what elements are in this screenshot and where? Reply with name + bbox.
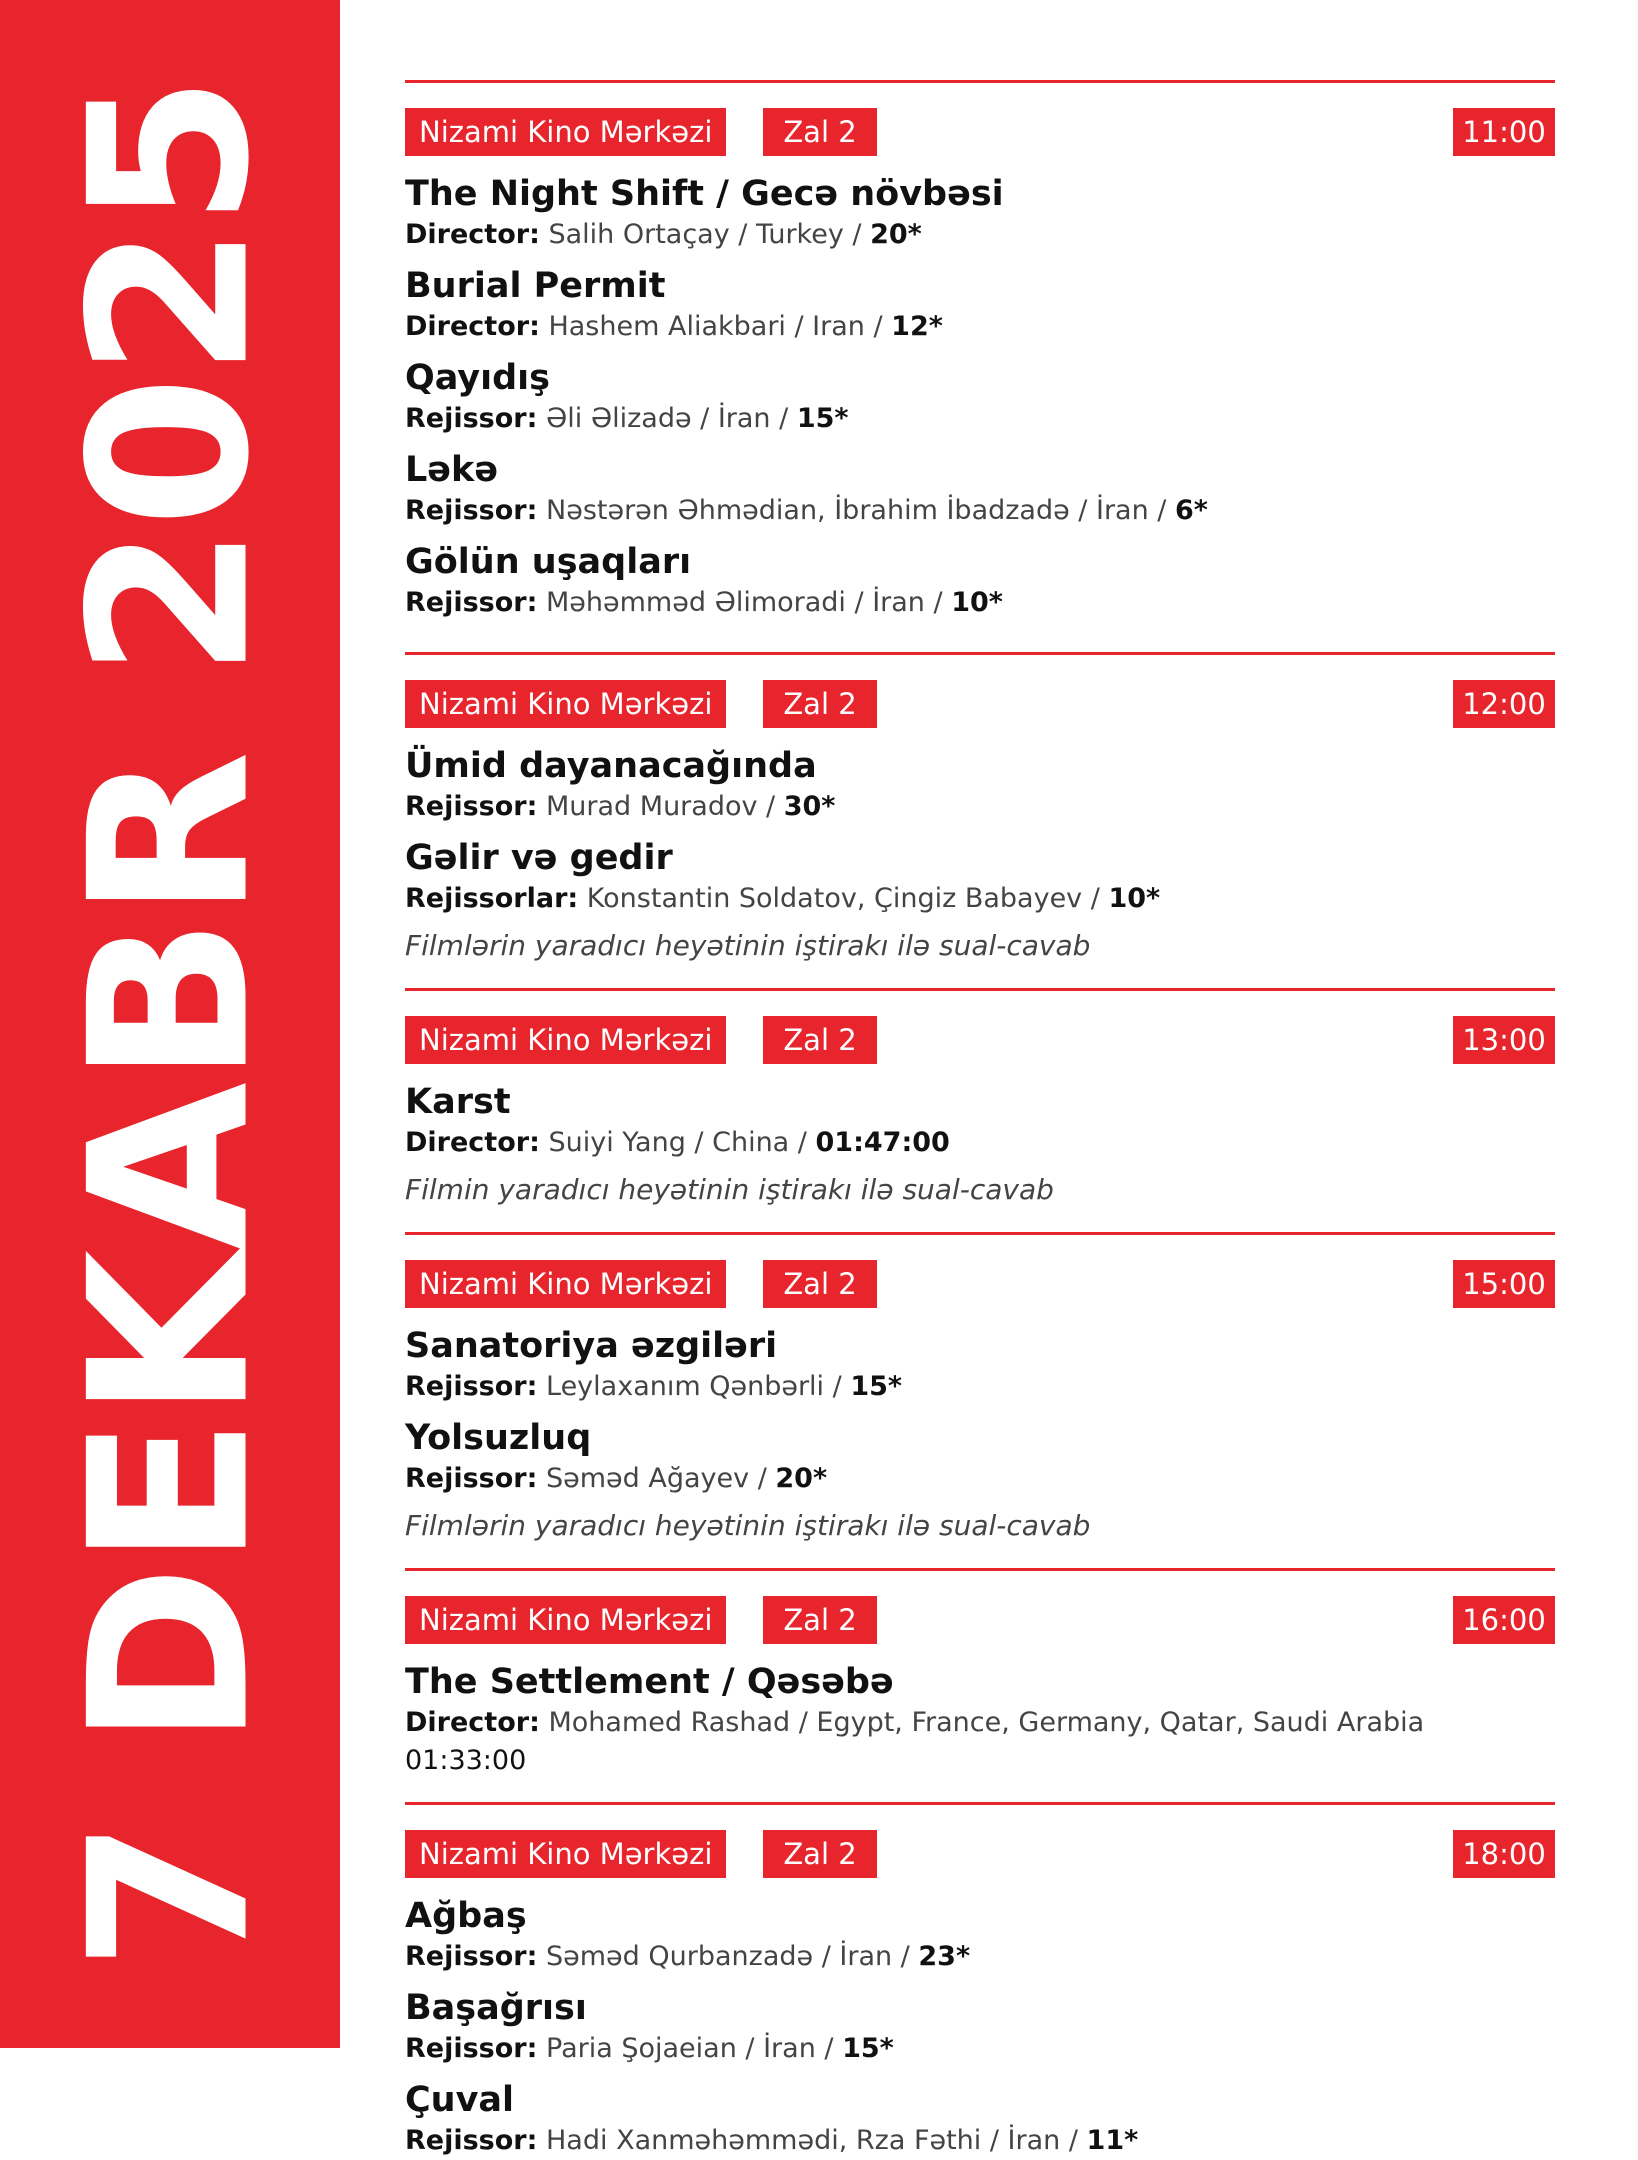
film-title: Burial Permit (405, 266, 666, 306)
credit-details: Leylaxanım Qənbərli / (537, 1371, 851, 1402)
film-title: Ləkə (405, 450, 499, 490)
film-entry (405, 1986, 1555, 2068)
hall-badge: Zal 2 (763, 680, 877, 728)
credit-details: Səməd Qurbanzadə / İran / (537, 1941, 919, 1972)
session-block (405, 80, 1555, 622)
session-header (405, 1830, 1555, 1878)
credit-details: Mohamed Rashad / Egypt, France, Germany, Qatar, Saudi Arabia (539, 1707, 1425, 1738)
film-credit (405, 1124, 1555, 1162)
session-header (405, 108, 1555, 156)
film-credit (405, 492, 1555, 530)
film-entry (405, 744, 1555, 826)
film-entry (405, 1324, 1555, 1406)
session-header (405, 1260, 1555, 1308)
film-title: The Night Shift / Gecə növbəsi (405, 174, 1004, 214)
film-entry (405, 540, 1555, 622)
film-credit (405, 1704, 1555, 1780)
session-header (405, 1016, 1555, 1064)
credit-duration: 10* (1108, 883, 1161, 914)
venue-badge: Nizami Kino Mərkəzi (405, 1830, 726, 1878)
credit-duration: 12* (891, 311, 943, 342)
film-credit (405, 788, 1555, 826)
session-header (405, 1596, 1555, 1644)
qa-note: Filmlərin yaradıcı heyətinin iştirakı ilə sual-cavab (405, 929, 1091, 962)
credit-duration: 30* (783, 791, 836, 822)
film-entry (405, 1660, 1555, 1780)
film-credit (405, 584, 1555, 622)
film-entry (405, 172, 1555, 254)
film-credit (405, 1460, 1555, 1498)
venue-badge: Nizami Kino Mərkəzi (405, 108, 726, 156)
session-header (405, 680, 1555, 728)
credit-details: Əli Əlizadə / İran / (537, 403, 797, 434)
film-credit (405, 2030, 1555, 2068)
film-title: Çuval (405, 2080, 515, 2120)
time-badge: 11:00 (1453, 108, 1555, 156)
film-title: The Settlement / Qəsəbə (405, 1662, 894, 1702)
credit-role: Rejissor: (405, 495, 538, 526)
credit-role: Director: (405, 219, 540, 250)
time-badge: 16:00 (1453, 1596, 1555, 1644)
credit-role: Rejissor: (405, 2125, 538, 2156)
time-badge: 13:00 (1453, 1016, 1555, 1064)
session-block (405, 1802, 1555, 2160)
credit-duration: 01:33:00 (405, 1745, 527, 1776)
film-title: Gəlir və gedir (405, 838, 673, 878)
time-badge: 12:00 (1453, 680, 1555, 728)
credit-duration: 15* (850, 1371, 903, 1402)
hall-badge: Zal 2 (763, 1016, 877, 1064)
film-title: Karst (405, 1082, 511, 1122)
credit-role: Director: (405, 311, 540, 342)
venue-badge: Nizami Kino Mərkəzi (405, 1016, 726, 1064)
film-credit (405, 1368, 1555, 1406)
film-title: Sanatoriya əzgiləri (405, 1326, 778, 1366)
session-block (405, 652, 1555, 966)
film-entry (405, 448, 1555, 530)
qa-note: Filmin yaradıcı heyətinin iştirakı ilə sual-cavab (405, 1173, 1054, 1206)
credit-details: Paria Şojaeian / İran / (537, 2033, 843, 2064)
film-entry (405, 1080, 1555, 1162)
session-block (405, 988, 1555, 1210)
film-title: Gölün uşaqları (405, 542, 692, 582)
credit-role: Rejissorlar: (405, 883, 579, 914)
film-title: Başağrısı (405, 1988, 587, 2028)
film-entry (405, 1894, 1555, 1976)
film-entry (405, 836, 1555, 918)
hall-badge: Zal 2 (763, 1260, 877, 1308)
film-credit (405, 880, 1555, 918)
schedule (405, 80, 1555, 2160)
time-badge: 15:00 (1453, 1260, 1555, 1308)
session-block (405, 1232, 1555, 1546)
hall-badge: Zal 2 (763, 1596, 877, 1644)
credit-duration: 20* (775, 1463, 828, 1494)
credit-details: Hadi Xanməhəmmədi, Rza Fəthi / İran / (537, 2125, 1087, 2156)
film-entry (405, 264, 1555, 346)
credit-duration: 01:47:00 (815, 1127, 950, 1158)
credit-duration: 20* (870, 219, 922, 250)
hall-badge: Zal 2 (763, 1830, 877, 1878)
credit-duration: 23* (918, 1941, 971, 1972)
credit-duration: 6* (1174, 495, 1208, 526)
film-title: Qayıdış (405, 358, 550, 398)
credit-details: Suiyi Yang / China / (539, 1127, 816, 1158)
film-credit (405, 2122, 1555, 2160)
film-entry (405, 356, 1555, 438)
film-credit (405, 216, 1555, 254)
venue-badge: Nizami Kino Mərkəzi (405, 680, 726, 728)
credit-role: Rejissor: (405, 1941, 538, 1972)
qa-note: Filmlərin yaradıcı heyətinin iştirakı ilə sual-cavab (405, 1509, 1091, 1542)
credit-details: Konstantin Soldatov, Çingiz Babayev / (578, 883, 1109, 914)
film-entry (405, 2078, 1555, 2160)
venue-badge: Nizami Kino Mərkəzi (405, 1260, 726, 1308)
credit-role: Rejissor: (405, 403, 538, 434)
credit-details: Murad Muradov / (537, 791, 784, 822)
date-banner: 7 DEKABR 2025 (42, 76, 298, 1972)
venue-badge: Nizami Kino Mərkəzi (405, 1596, 726, 1644)
credit-role: Rejissor: (405, 791, 538, 822)
credit-duration: 15* (796, 403, 849, 434)
credit-role: Rejissor: (405, 2033, 538, 2064)
credit-details: Nəstərən Əhmədian, İbrahim İbadzadə / İran / (537, 495, 1175, 526)
film-credit (405, 308, 1555, 346)
film-title: Ümid dayanacağında (405, 746, 817, 786)
credit-duration: 15* (842, 2033, 894, 2064)
credit-details: Məhəmməd Əlimoradi / İran / (537, 587, 952, 618)
film-credit (405, 400, 1555, 438)
credit-role: Rejissor: (405, 587, 538, 618)
credit-role: Director: (405, 1707, 540, 1738)
credit-role: Rejissor: (405, 1371, 538, 1402)
credit-duration: 11* (1086, 2125, 1139, 2156)
credit-role: Director: (405, 1127, 540, 1158)
hall-badge: Zal 2 (763, 108, 877, 156)
credit-details: Səməd Ağayev / (537, 1463, 776, 1494)
film-entry (405, 1416, 1555, 1498)
session-block (405, 1568, 1555, 1780)
date-sidebar (0, 0, 340, 2048)
credit-role: Rejissor: (405, 1463, 538, 1494)
film-credit (405, 1938, 1555, 1976)
film-title: Ağbaş (405, 1896, 527, 1936)
credit-details: Hashem Aliakbari / Iran / (539, 311, 892, 342)
credit-duration: 10* (951, 587, 1003, 618)
film-title: Yolsuzluq (405, 1418, 592, 1458)
time-badge: 18:00 (1453, 1830, 1555, 1878)
credit-details: Salih Ortaçay / Turkey / (539, 219, 871, 250)
